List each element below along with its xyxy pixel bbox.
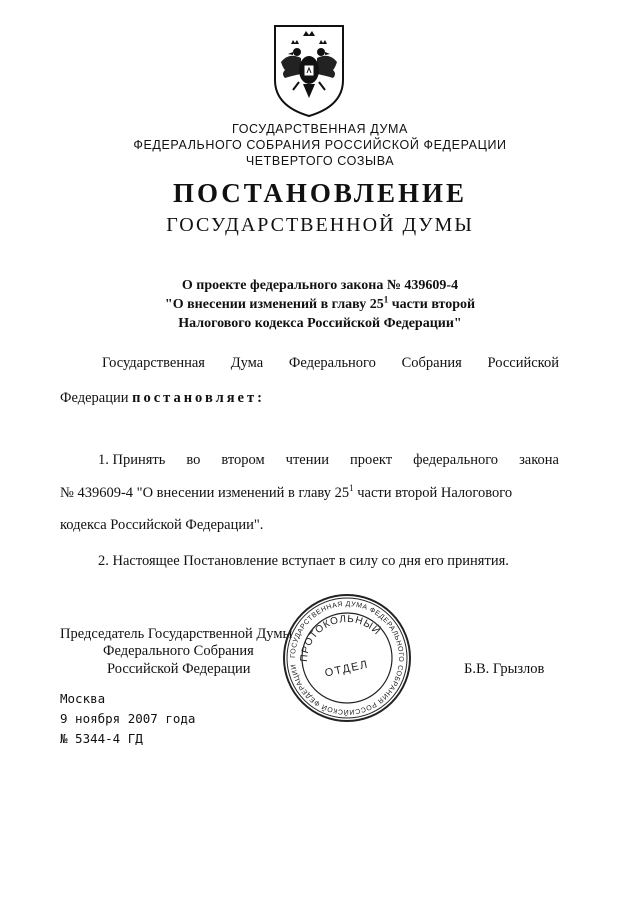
resolves-word: постановляет:	[132, 390, 265, 406]
org-line-1: ГОСУДАРСТВЕННАЯ ДУМА	[232, 122, 408, 136]
document-subtitle: ГОСУДАРСТВЕННОЙ ДУМЫ	[166, 214, 474, 236]
signatory-name: Б.В. Грызлов	[464, 661, 545, 677]
intro-line-2	[60, 390, 265, 407]
coat-of-arms-emblem	[271, 22, 347, 118]
chapter-superscript: 1	[383, 294, 389, 305]
item-1-line-2-post: части второй Налогового	[353, 485, 513, 501]
item-1-line-3: кодекса Российской Федерации".	[60, 517, 264, 533]
intro-line-2-pre: Федерации	[60, 390, 133, 406]
item-1-word: 1. Принять	[98, 452, 166, 468]
document-title: ПОСТАНОВЛЕНИЕ	[172, 178, 468, 208]
footer-city: Москва	[60, 691, 106, 706]
subject-line-2-post: части второй	[388, 297, 476, 312]
item-1-word: закона	[519, 452, 559, 468]
item-1-line-2	[60, 485, 512, 502]
item-1-word: во	[186, 452, 201, 468]
signatory-position-line-1: Председатель Государственной Думы	[60, 626, 293, 642]
intro-line-1	[102, 355, 559, 372]
item-1-line-1	[98, 452, 559, 469]
item-1-line-2-pre: № 439609-4 "О внесении изменений в главу 25	[60, 485, 350, 501]
signatory-position-line-2: Федерального Собрания	[103, 643, 254, 659]
intro-word: Дума	[230, 355, 264, 371]
subject-line-2-pre: "О внесении изменений в главу 25	[164, 297, 384, 312]
stamp-middle-text: ПРОТОКОЛЬНЫЙ	[298, 613, 383, 663]
intro-word: Государственная	[102, 355, 205, 371]
org-line-3: ЧЕТВЕРТОГО СОЗЫВА	[245, 154, 395, 168]
stamp-center-text: ОТДЕЛ	[323, 658, 370, 680]
item-1-word: федерального	[413, 452, 499, 468]
stamp-outer-text: ГОСУДАРСТВЕННАЯ ДУМА ФЕДЕРАЛЬНОГО СОБРАНИЯ РОССИЙСКОЙ ФЕДЕРАЦИИ	[289, 600, 405, 716]
intro-word: Собрания	[401, 355, 462, 371]
item-1-superscript: 1	[349, 483, 354, 494]
double-headed-eagle-icon	[271, 22, 347, 118]
item-1-word: чтении	[285, 452, 330, 468]
org-line-2: ФЕДЕРАЛЬНОГО СОБРАНИЯ РОССИЙСКОЙ ФЕДЕРАЦИИ	[133, 138, 507, 152]
footer-number: № 5344-4 ГД	[60, 731, 143, 746]
round-seal-icon	[281, 592, 413, 724]
subject-line-2	[0, 295, 640, 314]
item-1-word: втором	[221, 452, 265, 468]
signatory-position-line-3: Российской Федерации	[107, 661, 251, 677]
footer-date: 9 ноября 2007 года	[60, 711, 196, 726]
intro-word: Федерального	[288, 355, 376, 371]
item-1-word: проект	[350, 452, 393, 468]
item-2: 2. Настоящее Постановление вступает в силу со дня его принятия.	[98, 553, 509, 569]
intro-word: Российской	[487, 355, 559, 371]
subject-line-1: О проекте федерального закона № 439609-4	[181, 278, 459, 293]
subject-line-3: Налогового кодекса Российской Федерации"	[178, 316, 462, 331]
official-stamp	[281, 592, 413, 724]
